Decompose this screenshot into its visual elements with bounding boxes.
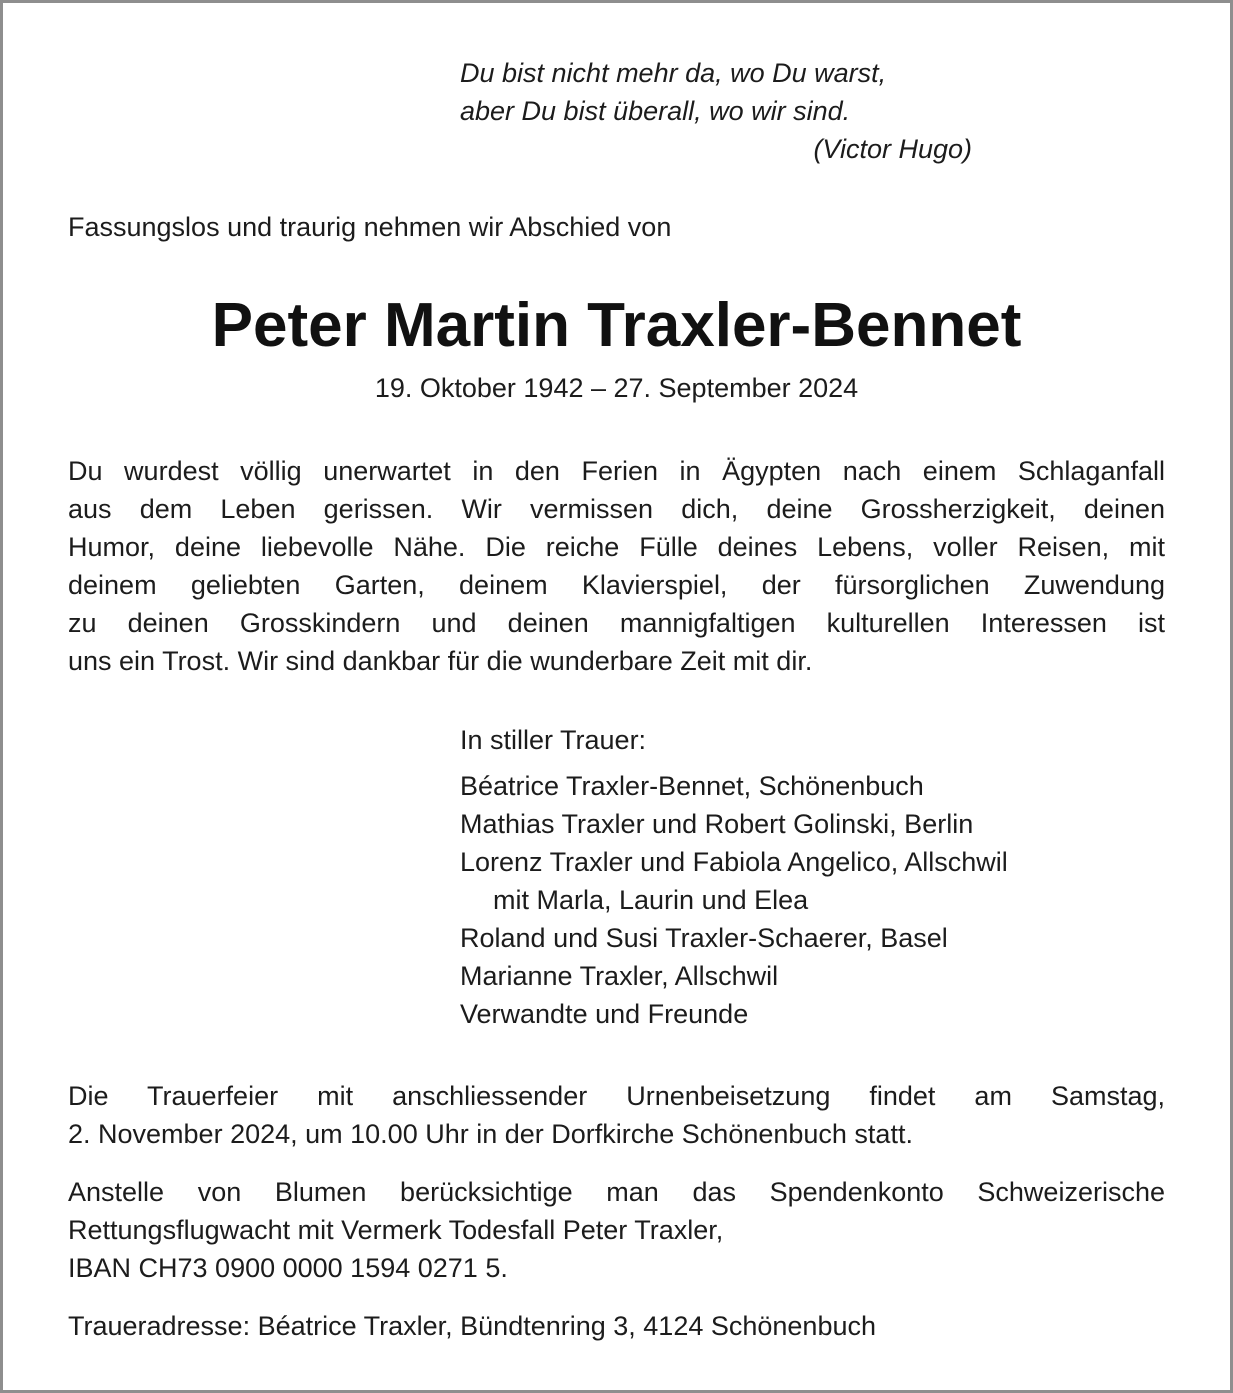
intro-text: Fassungslos und traurig nehmen wir Abschied von (68, 212, 672, 242)
ceremony-line: 2. November 2024, um 10.00 Uhr in der Dorfkirche Schönenbuch statt. (68, 1119, 913, 1149)
donation-info (68, 1173, 1165, 1287)
tribute-line: deinem geliebten Garten, deinem Klavierspiel, der fürsorglichen Zuwendung (68, 570, 1165, 600)
mourners-heading: In stiller Trauer: (460, 725, 647, 755)
mourning-address: Traueradresse: Béatrice Traxler, Bündtenring 3, 4124 Schönenbuch (68, 1311, 876, 1341)
mourner-entry-sub: mit Marla, Laurin und Elea (493, 885, 809, 915)
tribute-line: zu deinen Grosskindern und deinen mannigfaltigen kulturellen Interessen ist (68, 608, 1165, 638)
mourner-entry: Verwandte und Freunde (460, 999, 749, 1029)
donation-iban: IBAN CH73 0900 0000 1594 0271 5. (68, 1253, 508, 1283)
mourner-entry: Lorenz Traxler und Fabiola Angelico, Allschwil (460, 847, 1008, 877)
epigraph-quote (460, 54, 972, 168)
mourner-entry: Marianne Traxler, Allschwil (460, 961, 779, 991)
mourner-entry: Roland und Susi Traxler-Schaerer, Basel (460, 923, 948, 953)
quote-line: aber Du bist überall, wo wir sind. (460, 96, 851, 126)
quote-author: (Victor Hugo) (813, 134, 972, 164)
ceremony-info (68, 1077, 1165, 1153)
donation-line: Anstelle von Blumen berücksichtige man das Spendenkonto Schweizerische (68, 1177, 1165, 1207)
tribute-line: Humor, deine liebevolle Nähe. Die reiche Fülle deines Lebens, voller Reisen, mit (68, 532, 1165, 562)
mourner-entry: Mathias Traxler und Robert Golinski, Berlin (460, 809, 974, 839)
life-dates: 19. Oktober 1942 – 27. September 2024 (374, 373, 859, 403)
mourner-entry: Béatrice Traxler-Bennet, Schönenbuch (460, 771, 924, 801)
tribute-line: uns ein Trost. Wir sind dankbar für die wunderbare Zeit mit dir. (68, 646, 813, 676)
tribute-paragraph (68, 452, 1165, 680)
quote-line: Du bist nicht mehr da, wo Du warst, (460, 58, 887, 88)
mourners-list (460, 721, 1160, 1033)
ceremony-line: Die Trauerfeier mit anschliessender Urnenbeisetzung findet am Samstag, (68, 1081, 1165, 1111)
tribute-line: Du wurdest völlig unerwartet in den Ferien in Ägypten nach einem Schlaganfall (68, 456, 1165, 486)
deceased-name: Peter Martin Traxler-Bennet (211, 291, 1022, 360)
donation-line: Rettungsflugwacht mit Vermerk Todesfall Peter Traxler, (68, 1215, 724, 1245)
tribute-line: aus dem Leben gerissen. Wir vermissen dich, deine Grossherzigkeit, deinen (68, 494, 1165, 524)
